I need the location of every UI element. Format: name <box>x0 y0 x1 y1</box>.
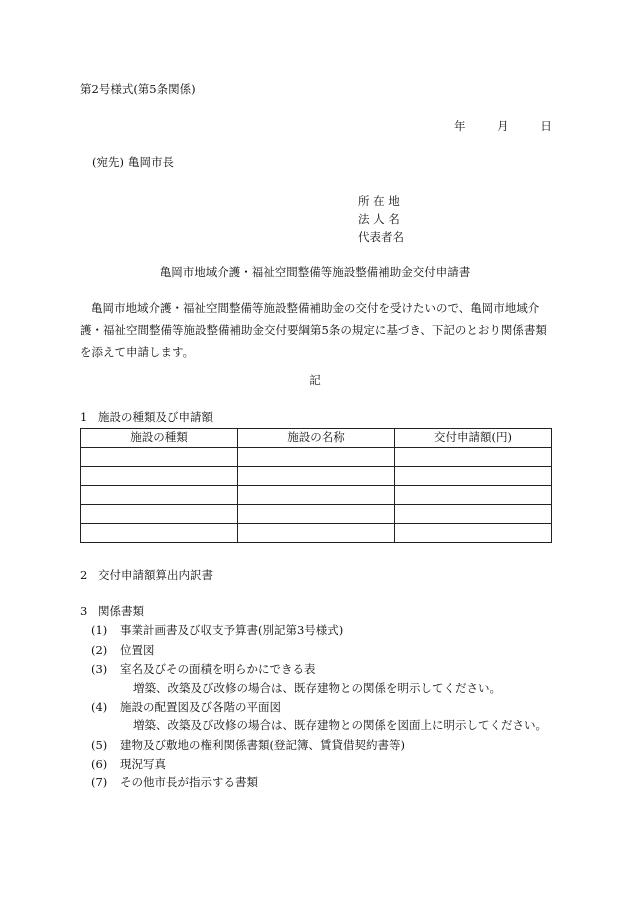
table-row <box>81 467 552 486</box>
section-3-heading <box>80 606 144 618</box>
table-row <box>81 486 552 505</box>
application-body-text: 亀岡市地域介護・福祉空間整備等施設整備補助金の交付を受けたいので、亀岡市地域介護・福祉空間整備等施設整備補助金交付要綱第5条の規定に基づき、下記のとおり関係書類を添えて申請します。 <box>80 301 547 359</box>
table-cell[interactable] <box>395 448 552 467</box>
table-cell[interactable] <box>81 505 238 524</box>
item-number: (1) <box>91 623 108 637</box>
table-row <box>81 448 552 467</box>
section-1-number: 1 <box>80 410 88 424</box>
item-text: 建物及び敷地の権利関係書類(登記簿、賃貸借契約書等) <box>120 738 405 752</box>
addressee <box>92 157 174 169</box>
applicant-address-label: 所 在 地 <box>358 194 400 208</box>
table-header-cell: 施設の名称 <box>238 429 395 448</box>
item-number: (5) <box>91 738 108 752</box>
table-cell[interactable] <box>238 467 395 486</box>
section-1-title: 施設の種類及び申請額 <box>98 410 213 424</box>
facility-application-table <box>80 428 552 543</box>
table-row <box>81 505 552 524</box>
document-list-item <box>91 777 258 789</box>
table-cell[interactable] <box>238 505 395 524</box>
section-2-number: 2 <box>80 568 88 582</box>
section-3-number: 3 <box>80 604 88 618</box>
item-text: その他市長が指示する書類 <box>120 775 258 789</box>
form-number: 第2号様式(第5条関係) <box>80 82 196 96</box>
item-number: (2) <box>91 643 108 657</box>
date-day-label: 日 <box>540 119 552 133</box>
section-3-title: 関係書類 <box>98 604 144 618</box>
item-note: 増築、改築及び改修の場合は、既存建物との関係を明示してください。 <box>133 681 501 695</box>
document-list-item <box>91 664 316 676</box>
table-header-cell: 交付申請額(円) <box>395 429 552 448</box>
table-cell[interactable] <box>238 524 395 543</box>
item-number: (6) <box>91 757 108 771</box>
table-cell[interactable] <box>81 467 238 486</box>
item-number: (4) <box>91 700 108 714</box>
ki-marker: 記 <box>309 373 321 387</box>
document-list-item <box>91 759 166 771</box>
section-2-heading <box>80 570 213 582</box>
item-number: (3) <box>91 662 108 676</box>
date-line <box>454 121 552 133</box>
table-header-row <box>81 429 552 448</box>
applicant-representative-label: 代表者名 <box>358 230 404 244</box>
table-cell[interactable] <box>238 486 395 505</box>
item-text: 室名及びその面積を明らかにできる表 <box>120 662 316 676</box>
table-header-cell: 施設の種類 <box>81 429 238 448</box>
section-2-title: 交付申請額算出内訳書 <box>98 568 213 582</box>
item-text: 施設の配置図及び各階の平面図 <box>120 700 281 714</box>
item-number: (7) <box>91 775 108 789</box>
table-cell[interactable] <box>395 467 552 486</box>
table-cell[interactable] <box>395 524 552 543</box>
date-year-label: 年 <box>454 119 466 133</box>
table-cell[interactable] <box>81 486 238 505</box>
addressee-name: 亀岡市長 <box>127 155 174 169</box>
applicant-corp-name-label: 法 人 名 <box>358 212 400 226</box>
document-list-item <box>91 625 343 637</box>
item-text: 位置図 <box>120 643 155 657</box>
section-1-heading <box>80 412 213 424</box>
document-title: 亀岡市地域介護・福祉空間整備等施設整備補助金交付申請書 <box>159 265 471 279</box>
table-cell[interactable] <box>395 505 552 524</box>
document-list-item <box>91 702 281 714</box>
table-row <box>81 524 552 543</box>
table-cell[interactable] <box>81 448 238 467</box>
item-text: 現況写真 <box>120 757 166 771</box>
item-text: 事業計画書及び収支予算書(別記第3号様式) <box>120 623 344 637</box>
table-cell[interactable] <box>395 486 552 505</box>
item-note: 増築、改築及び改修の場合は、既存建物との関係を図面上に明示してください。 <box>133 718 547 732</box>
table-cell[interactable] <box>238 448 395 467</box>
table-cell[interactable] <box>81 524 238 543</box>
addressee-label: (宛先) <box>92 155 124 169</box>
document-list-item <box>91 740 405 752</box>
document-list-item <box>91 645 155 657</box>
date-month-label: 月 <box>497 119 509 133</box>
